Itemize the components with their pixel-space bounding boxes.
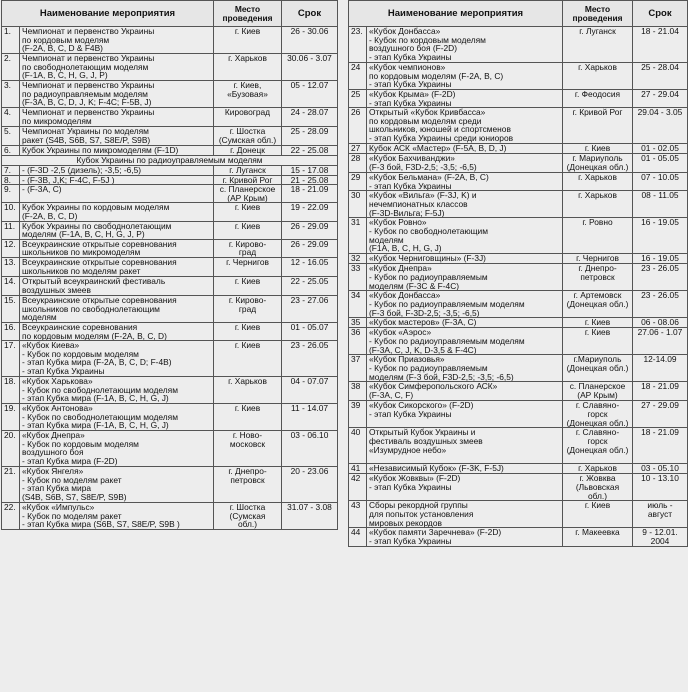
row-number: 13.	[2, 257, 20, 276]
event-name: «Независимый Кубок» (F-3K, F-5J)	[367, 464, 563, 474]
row-number: 8.	[2, 175, 20, 185]
row-number: 12.	[2, 239, 20, 257]
event-name: «Кубок «Импульс» - Кубок по моделям ракет - этап Кубка мира (S6B, S7, S8E/P, S9B )	[20, 503, 214, 530]
table-row	[349, 154, 688, 173]
event-place: г. Киев	[214, 221, 282, 239]
row-number: 24	[349, 63, 367, 90]
event-name: Чемпионат и первенство Украины по свободнолетающим моделям (F-1A, B, C, H, G, J, P)	[20, 54, 214, 81]
table-row	[2, 322, 338, 340]
event-date: 23 - 26.05	[633, 264, 688, 291]
row-number: 41	[349, 464, 367, 474]
event-date: 25 - 28.04	[633, 63, 688, 90]
row-number: 44	[349, 528, 367, 546]
event-name: - (F-3D -2,5 (дизель); -3,5; -6,5)	[20, 166, 214, 176]
table-row	[2, 166, 338, 176]
event-name: Всеукраинские открытые соревнования школьников по моделям ракет	[20, 257, 214, 276]
row-number: 3.	[2, 81, 20, 108]
event-place: г. Киев	[214, 341, 282, 377]
event-name: «Кубок Киева» - Кубок по кордовым моделям - этап Кубка мира (F-2A, B, C, D; F-4B) - этап Кубка Украины	[20, 341, 214, 377]
event-date: 18 - 21.04	[633, 27, 688, 63]
table-row	[349, 501, 688, 528]
row-number: 37	[349, 355, 367, 382]
table-header-row	[2, 1, 338, 27]
event-name: «Кубок Жовквы» (F-2D) - этап Кубка Украины	[367, 474, 563, 501]
table-row	[349, 144, 688, 154]
event-name: Чемпионат и первенство Украины по микромоделям	[20, 108, 214, 127]
table-row	[2, 276, 338, 295]
table-row	[349, 218, 688, 254]
table-row	[2, 404, 338, 431]
row-number: 9.	[2, 185, 20, 203]
event-name: «Кубок Днепра» - Кубок по радиоуправляемым моделям (F-3C & F-4C)	[367, 264, 563, 291]
table-row	[349, 428, 688, 464]
event-date: 29.04 - 3.05	[633, 108, 688, 144]
event-place: г. Харьков	[214, 54, 282, 81]
event-date: 23 - 26.05	[282, 341, 338, 377]
table-row	[349, 254, 688, 264]
event-place: г. Кривой Рог	[214, 175, 282, 185]
event-date: 30.06 - 3.07	[282, 54, 338, 81]
event-name: «Кубок Донбасса» - Кубок по кордовым моделям воздушного боя (F-2D) - этап Кубка Украины	[367, 27, 563, 63]
event-place: г. Кирово- град	[214, 295, 282, 322]
event-date: 18 - 21.09	[633, 382, 688, 401]
table-row	[349, 528, 688, 546]
section-title: Кубок Украины по радиоуправляемым моделям	[2, 156, 338, 166]
event-place: г. Луганск	[563, 27, 633, 63]
table-row	[349, 355, 688, 382]
table-row	[2, 108, 338, 127]
event-date: 22 - 25.05	[282, 276, 338, 295]
row-number: 33	[349, 264, 367, 291]
header-event-name: Наименование мероприятия	[349, 1, 563, 27]
event-name: «Кубок Крыма» (F-2D) - этап Кубка Украины	[367, 90, 563, 108]
event-date: 10 - 13.10	[633, 474, 688, 501]
row-number: 5.	[2, 127, 20, 146]
event-name: Чемпионат и первенство Украины по радиоуправляемым моделям (F-3A, B, C, D, J, K; F-4C; F-5B, J)	[20, 81, 214, 108]
event-place: г. Харьков	[563, 63, 633, 90]
event-place: г. Днепро- петровск	[563, 264, 633, 291]
event-name: «Кубок Антонова» - Кубок по свободнолетающим моделям - этап Кубка мира (F-1A, B, C, H, G, J)	[20, 404, 214, 431]
event-date: 03 - 05.10	[633, 464, 688, 474]
event-date: 31.07 - 3.08	[282, 503, 338, 530]
table-row	[349, 318, 688, 328]
event-place: Кировоград	[214, 108, 282, 127]
event-place: г. Киев	[563, 328, 633, 355]
table-row	[2, 503, 338, 530]
row-number: 36	[349, 328, 367, 355]
event-date: 26 - 29.09	[282, 221, 338, 239]
event-place: г. Жовква (Львовская обл.)	[563, 474, 633, 501]
event-date: 23 - 26.05	[633, 291, 688, 318]
table-row	[349, 90, 688, 108]
event-date: 21 - 25.08	[282, 175, 338, 185]
event-date: 01 - 02.05	[633, 144, 688, 154]
table-row	[349, 264, 688, 291]
event-name: «Кубок памяти Заречнева» (F-2D) - этап Кубка Украины	[367, 528, 563, 546]
row-number: 18.	[2, 377, 20, 404]
row-number: 39	[349, 401, 367, 428]
row-number: 1.	[2, 27, 20, 54]
row-number: 23.	[349, 27, 367, 63]
event-place: г. Киев	[563, 501, 633, 528]
header-date: Срок	[282, 1, 338, 27]
event-date: 25 - 28.09	[282, 127, 338, 146]
event-name: Открытый всеукраинский фестиваль воздушных змеев	[20, 276, 214, 295]
event-place: г. Киев, «Бузовая»	[214, 81, 282, 108]
table-row	[2, 146, 338, 156]
event-date: 06 - 08.06	[633, 318, 688, 328]
row-number: 22.	[2, 503, 20, 530]
event-name: Кубок Украины по свободнолетающим моделям (F-1A, B, C, H, G, J, P)	[20, 221, 214, 239]
table-row	[2, 341, 338, 377]
event-date: 26 - 30.06	[282, 27, 338, 54]
event-date: 16 - 19.05	[633, 218, 688, 254]
row-number: 31	[349, 218, 367, 254]
event-place: г. Шостка (Сумская обл.)	[214, 127, 282, 146]
event-date: 12-14.09	[633, 355, 688, 382]
table-row	[349, 382, 688, 401]
row-number: 30	[349, 191, 367, 218]
event-name: «Кубок Бахчиванджи» (F-3 бой, F3D-2,5; -3,5; -6,5)	[367, 154, 563, 173]
event-place: г. Ново- московск	[214, 431, 282, 467]
table-row	[349, 27, 688, 63]
table-row	[349, 63, 688, 90]
row-number: 42	[349, 474, 367, 501]
event-name: Открытый «Кубок Кривбасса» по кордовым моделям среди школьников, юношей и спортсменов - этап Кубка Украины среди юниоров	[367, 108, 563, 144]
table-row	[2, 203, 338, 221]
row-number: 29	[349, 173, 367, 191]
table-row	[2, 239, 338, 257]
header-place: Место проведения	[214, 1, 282, 27]
event-date: 27 - 29.04	[633, 90, 688, 108]
event-name: «Кубок Днепра» - Кубок по кордовым моделям воздушного боя - этап Кубка мира (F-2D)	[20, 431, 214, 467]
event-place: г.Мариуполь (Донецкая обл.)	[563, 355, 633, 382]
header-date: Срок	[633, 1, 688, 27]
table-row	[349, 291, 688, 318]
event-name: Всеукраинские открытые соревнования школьников по микромоделям	[20, 239, 214, 257]
table-row	[2, 54, 338, 81]
event-place: г. Шостка (Сумская обл.)	[214, 503, 282, 530]
events-table-left	[1, 0, 338, 530]
row-number: 19.	[2, 404, 20, 431]
table-row	[349, 173, 688, 191]
event-place: г. Феодосия	[563, 90, 633, 108]
event-place: г. Харьков	[563, 173, 633, 191]
event-date: 01 - 05.05	[633, 154, 688, 173]
table-row	[2, 257, 338, 276]
event-place: г. Харьков	[563, 464, 633, 474]
header-event-name: Наименование мероприятия	[2, 1, 214, 27]
row-number: 20.	[2, 431, 20, 467]
event-date: 9 - 12.01. 2004	[633, 528, 688, 546]
event-name: «Кубок Приазовья» - Кубок по радиоуправляемым моделям (F-3 бой, F3D-2,5; -3,5; -6,5)	[367, 355, 563, 382]
event-name: «Кубок Сикорского» (F-2D) - этап Кубка Украины	[367, 401, 563, 428]
event-date: 12 - 16.05	[282, 257, 338, 276]
row-number: 38	[349, 382, 367, 401]
row-number: 17.	[2, 341, 20, 377]
event-name: Чемпионат Украины по моделям ракет (S4B, S6B, S7, S8E/P, S9B)	[20, 127, 214, 146]
event-name: Всеукраинские открытые соревнования школьников по свободнолетающим моделям	[20, 295, 214, 322]
event-date: 03 - 06.10	[282, 431, 338, 467]
event-name: «Кубок «Вильга» (F-3J, K) и нечемпионатных классов (F-3D-Вильга; F-5J)	[367, 191, 563, 218]
event-name: Кубок Украины по микромоделям (F-1D)	[20, 146, 214, 156]
event-name: «Кубок Черниговщины» (F-3J)	[367, 254, 563, 264]
event-place: г. Киев	[214, 27, 282, 54]
event-place: г. Макеевка	[563, 528, 633, 546]
row-number: 15.	[2, 295, 20, 322]
table-row	[349, 328, 688, 355]
row-number: 16.	[2, 322, 20, 340]
table-row	[349, 401, 688, 428]
row-number: 32	[349, 254, 367, 264]
event-name: - (F-3B, J,K; F-4C, F-5J )	[20, 175, 214, 185]
row-number: 21.	[2, 467, 20, 503]
event-name: Кубок Украины по кордовым моделям (F-2A, B, C, D)	[20, 203, 214, 221]
event-place: с. Планерское (АР Крым)	[563, 382, 633, 401]
event-place: г. Ровно	[563, 218, 633, 254]
row-number: 28	[349, 154, 367, 173]
event-place: г. Киев	[214, 203, 282, 221]
table-row	[2, 185, 338, 203]
table-row	[2, 431, 338, 467]
event-place: г. Харьков	[214, 377, 282, 404]
table-row	[349, 191, 688, 218]
table-row	[2, 175, 338, 185]
table-header-row	[349, 1, 688, 27]
row-number: 4.	[2, 108, 20, 127]
event-place: г. Днепро- петровск	[214, 467, 282, 503]
section-header-row	[2, 156, 338, 166]
row-number: 11.	[2, 221, 20, 239]
table-row	[2, 467, 338, 503]
event-name: «Кубок Янгеля» - Кубок по моделям ракет - этап Кубка мира (S4B, S6B, S7, S8E/P, S9B)	[20, 467, 214, 503]
event-date: 01 - 05.07	[282, 322, 338, 340]
table-row	[2, 221, 338, 239]
event-name: «Кубок чемпионов» по кордовым моделям (F-2A, B, C) - этап Кубка Украины	[367, 63, 563, 90]
event-name: «Кубок Симферопольского АСК» (F-3A, C, F)	[367, 382, 563, 401]
row-number: 27	[349, 144, 367, 154]
table-row	[2, 81, 338, 108]
table-row	[2, 377, 338, 404]
table-row	[349, 474, 688, 501]
event-name: «Кубок Харькова» - Кубок по свободнолетающим моделям - этап Кубка мира (F-1A, B, C, H, G, J)	[20, 377, 214, 404]
table-row	[349, 464, 688, 474]
row-number: 26	[349, 108, 367, 144]
event-name: «Кубок «Аэрос» - Кубок по радиоуправляемым моделям (F-3A, C, J, K, D-3,5 & F-4C)	[367, 328, 563, 355]
event-date: 27 - 29.09	[633, 401, 688, 428]
event-name: «Кубок Бельмана» (F-2A, B, C) - этап Кубка Украины	[367, 173, 563, 191]
event-date: 07 - 10.05	[633, 173, 688, 191]
event-name: - (F-3A, C)	[20, 185, 214, 203]
event-date: 11 - 14.07	[282, 404, 338, 431]
event-place: г. Киев	[214, 322, 282, 340]
event-place: г. Мариуполь (Донецкая обл.)	[563, 154, 633, 173]
event-date: 20 - 23.06	[282, 467, 338, 503]
events-table-right	[348, 0, 688, 547]
event-date: 18 - 21.09	[633, 428, 688, 464]
event-place: г. Славяно- горск (Донецкая обл.)	[563, 428, 633, 464]
event-name: Кубок АСК «Мастер» (F-5A, B, D, J)	[367, 144, 563, 154]
event-place: с. Планерское (АР Крым)	[214, 185, 282, 203]
table-row	[2, 27, 338, 54]
event-place: г. Харьков	[563, 191, 633, 218]
event-place: г. Славяно- горск (Донецкая обл.)	[563, 401, 633, 428]
event-date: 24 - 28.07	[282, 108, 338, 127]
event-date: 16 - 19.05	[633, 254, 688, 264]
event-place: г. Киев	[563, 318, 633, 328]
event-name: Сборы рекордной группы для попыток установления мировых рекордов	[367, 501, 563, 528]
event-name: Чемпионат и первенство Украины по кордовым моделям (F-2A, B, C, D & F4B)	[20, 27, 214, 54]
event-date: 23 - 27.06	[282, 295, 338, 322]
header-place: Место проведения	[563, 1, 633, 27]
event-place: г. Кривой Рог	[563, 108, 633, 144]
table-row	[349, 108, 688, 144]
event-date: 08 - 11.05	[633, 191, 688, 218]
row-number: 2.	[2, 54, 20, 81]
event-place: г. Киев	[214, 404, 282, 431]
event-name: «Кубок Донбасса» - Кубок по радиоуправляемым моделям (F-3 бой, F-3D-2,5; -3,5; -6,5)	[367, 291, 563, 318]
event-date: 04 - 07.07	[282, 377, 338, 404]
row-number: 10.	[2, 203, 20, 221]
row-number: 7.	[2, 166, 20, 176]
event-place: г. Чернигов	[563, 254, 633, 264]
table-row	[2, 295, 338, 322]
row-number: 14.	[2, 276, 20, 295]
event-name: Всеукраинские соревнования по кордовым моделям (F-2A, B, C, D)	[20, 322, 214, 340]
event-place: г. Донецк	[214, 146, 282, 156]
event-name: Открытый Кубок Украины и фестиваль воздушных змеев «Изумрудное небо»	[367, 428, 563, 464]
event-place: г. Артемовск (Донецкая обл.)	[563, 291, 633, 318]
event-date: 18 - 21.09	[282, 185, 338, 203]
event-date: 05 - 12.07	[282, 81, 338, 108]
event-date: июль - август	[633, 501, 688, 528]
event-place: г. Кирово- град	[214, 239, 282, 257]
row-number: 43	[349, 501, 367, 528]
event-date: 19 - 22.09	[282, 203, 338, 221]
event-date: 22 - 25.08	[282, 146, 338, 156]
row-number: 40	[349, 428, 367, 464]
row-number: 25	[349, 90, 367, 108]
event-place: г. Киев	[214, 276, 282, 295]
event-name: «Кубок мастеров» (F-3A, C)	[367, 318, 563, 328]
event-date: 15 - 17.08	[282, 166, 338, 176]
row-number: 35	[349, 318, 367, 328]
event-place: г. Киев	[563, 144, 633, 154]
event-date: 26 - 29.09	[282, 239, 338, 257]
event-place: г. Чернигов	[214, 257, 282, 276]
event-place: г. Луганск	[214, 166, 282, 176]
row-number: 34	[349, 291, 367, 318]
event-name: «Кубок Ровно» - Кубок по свободнолетающим моделям (F1A, B, C, H, G, J)	[367, 218, 563, 254]
event-date: 27.06 - 1.07	[633, 328, 688, 355]
table-row	[2, 127, 338, 146]
row-number: 6.	[2, 146, 20, 156]
